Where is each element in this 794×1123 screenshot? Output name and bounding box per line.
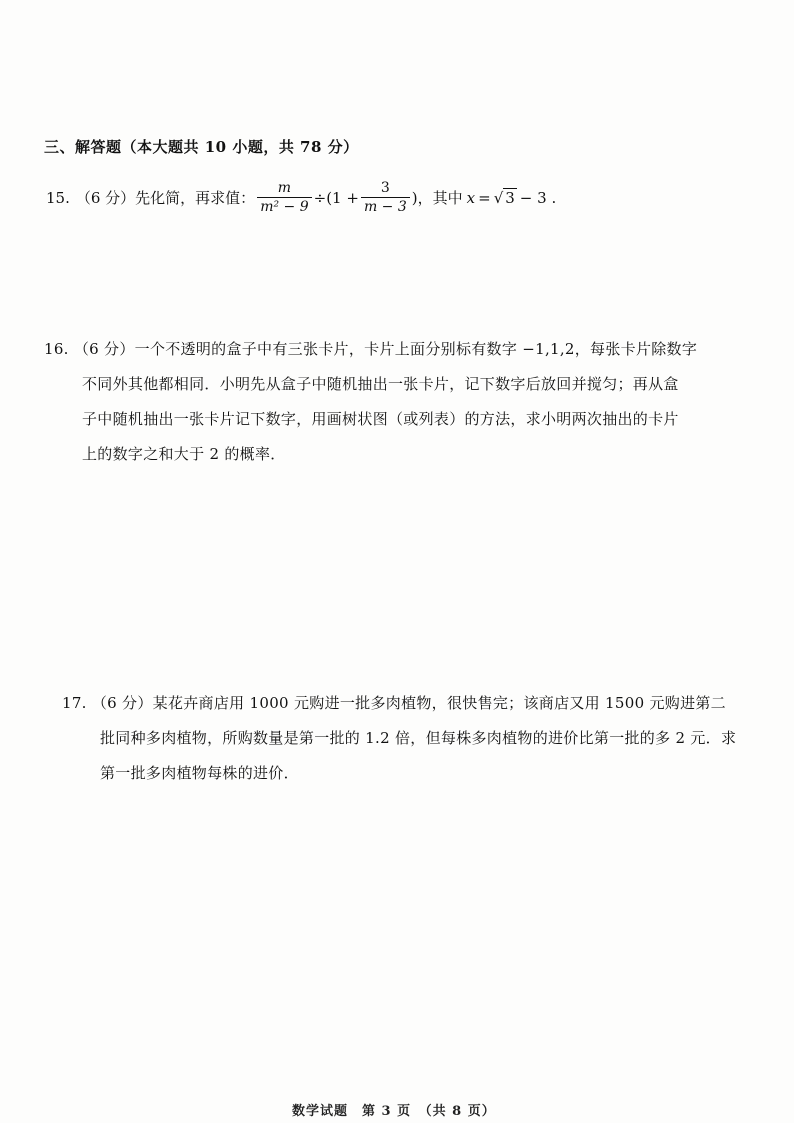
- question-17: [62, 686, 742, 791]
- question-number: 15.: [46, 188, 70, 207]
- fraction-2-denominator: m − 3: [361, 197, 410, 215]
- sqrt-radicand: 3: [505, 189, 515, 207]
- question-16: [44, 332, 744, 472]
- fraction-2: [361, 180, 410, 215]
- question-17-line-2: 批同种多肉植物，所购数量是第一批的 1.2 倍，但每株多肉植物的进价比第一批的多 2 元．求: [100, 729, 737, 747]
- divide-expression: ÷(1 +: [313, 188, 359, 207]
- variable-x: x: [466, 188, 476, 207]
- question-15: [46, 180, 556, 215]
- fraction-1-numerator: m: [277, 180, 292, 196]
- question-number: 17.: [62, 694, 87, 712]
- question-16-line-1: [44, 332, 744, 367]
- section-title: 三、解答题（本大题共 10 小题，共 78 分）: [44, 138, 359, 156]
- close-paren: ): [411, 188, 418, 207]
- question-16-line-3: 子中随机抽出一张卡片记下数字，用画树状图（或列表）的方法，求小明两次抽出的卡片: [82, 410, 679, 428]
- question-prefix: （6 分）先化简，再求值：: [75, 189, 256, 207]
- question-text-line: （6 分）某花卉商店用 1000 元购进一批多肉植物，很快售完；该商店又用 1500 元购进第二: [91, 694, 726, 712]
- sqrt-icon: √: [493, 189, 504, 207]
- fraction-1-denominator: m² − 9: [257, 197, 311, 215]
- question-17-line-3: 第一批多肉植物每株的进价．: [100, 764, 299, 782]
- question-17-line-1: [62, 686, 742, 721]
- fraction-2-numerator: 3: [380, 180, 390, 196]
- equals-sign: =: [478, 188, 491, 207]
- where-text: ，其中: [417, 189, 463, 207]
- question-text-line: （6 分）一个不透明的盒子中有三张卡片，卡片上面分别标有数字 −1,1,2，每张卡片除数字: [73, 340, 698, 358]
- question-number: 16.: [44, 340, 69, 358]
- expression-tail: − 3 .: [519, 188, 557, 207]
- question-16-line-4: 上的数字之和大于 2 的概率．: [82, 445, 286, 463]
- question-16-line-2: 不同外其他都相同．小明先从盒子中随机抽出一张卡片，记下数字后放回并搅匀；再从盒: [82, 375, 679, 393]
- fraction-1: [257, 180, 311, 215]
- sqrt-expression: [494, 188, 517, 207]
- page-footer: 数学试题 第 3 页 （共 8 页）: [292, 1104, 496, 1119]
